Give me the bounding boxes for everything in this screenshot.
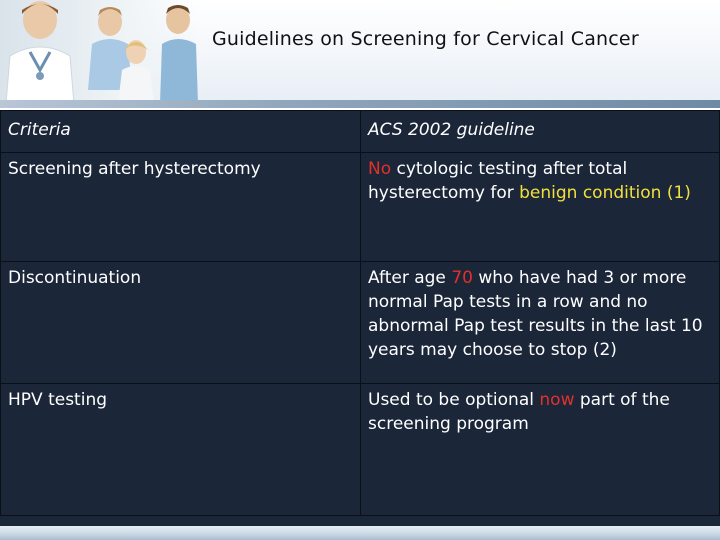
guideline-text: part of the screening program — [368, 390, 670, 434]
medical-staff-photo — [0, 0, 200, 104]
criteria-cell: Discontinuation — [1, 262, 361, 384]
table-row — [1, 153, 720, 262]
guideline-highlight: No — [368, 159, 392, 179]
guideline-text: cytologic testing after total hysterectomy for — [368, 159, 628, 203]
criteria-cell: Screening after hysterectomy — [1, 153, 361, 262]
guideline-cell — [361, 384, 720, 516]
guideline-highlight: now — [539, 390, 575, 410]
header — [0, 0, 720, 108]
guideline-text: who have had 3 or more normal Pap tests in a row and no abnormal Pap test results in the last 10 years may choose to stop (2) — [368, 268, 703, 360]
guideline-cell — [361, 153, 720, 262]
guideline-cell — [361, 262, 720, 384]
header-divider — [0, 100, 720, 108]
page-title: Guidelines on Screening for Cervical Cancer — [212, 28, 639, 50]
criteria-cell: HPV testing — [1, 384, 361, 516]
column-header-criteria: Criteria — [1, 111, 361, 153]
column-header-guideline: ACS 2002 guideline — [361, 111, 720, 153]
guidelines-table-container — [0, 110, 720, 526]
guideline-text: Used to be optional — [368, 390, 540, 410]
guideline-text: After age — [368, 268, 452, 288]
medical-staff-illustration — [0, 0, 200, 104]
guideline-highlight: 70 — [451, 268, 473, 288]
guideline-highlight: benign condition (1) — [519, 183, 691, 203]
table-row — [1, 262, 720, 384]
guidelines-table — [0, 110, 720, 516]
footer-band — [0, 526, 720, 540]
table-header-row — [1, 111, 720, 153]
table-row — [1, 384, 720, 516]
